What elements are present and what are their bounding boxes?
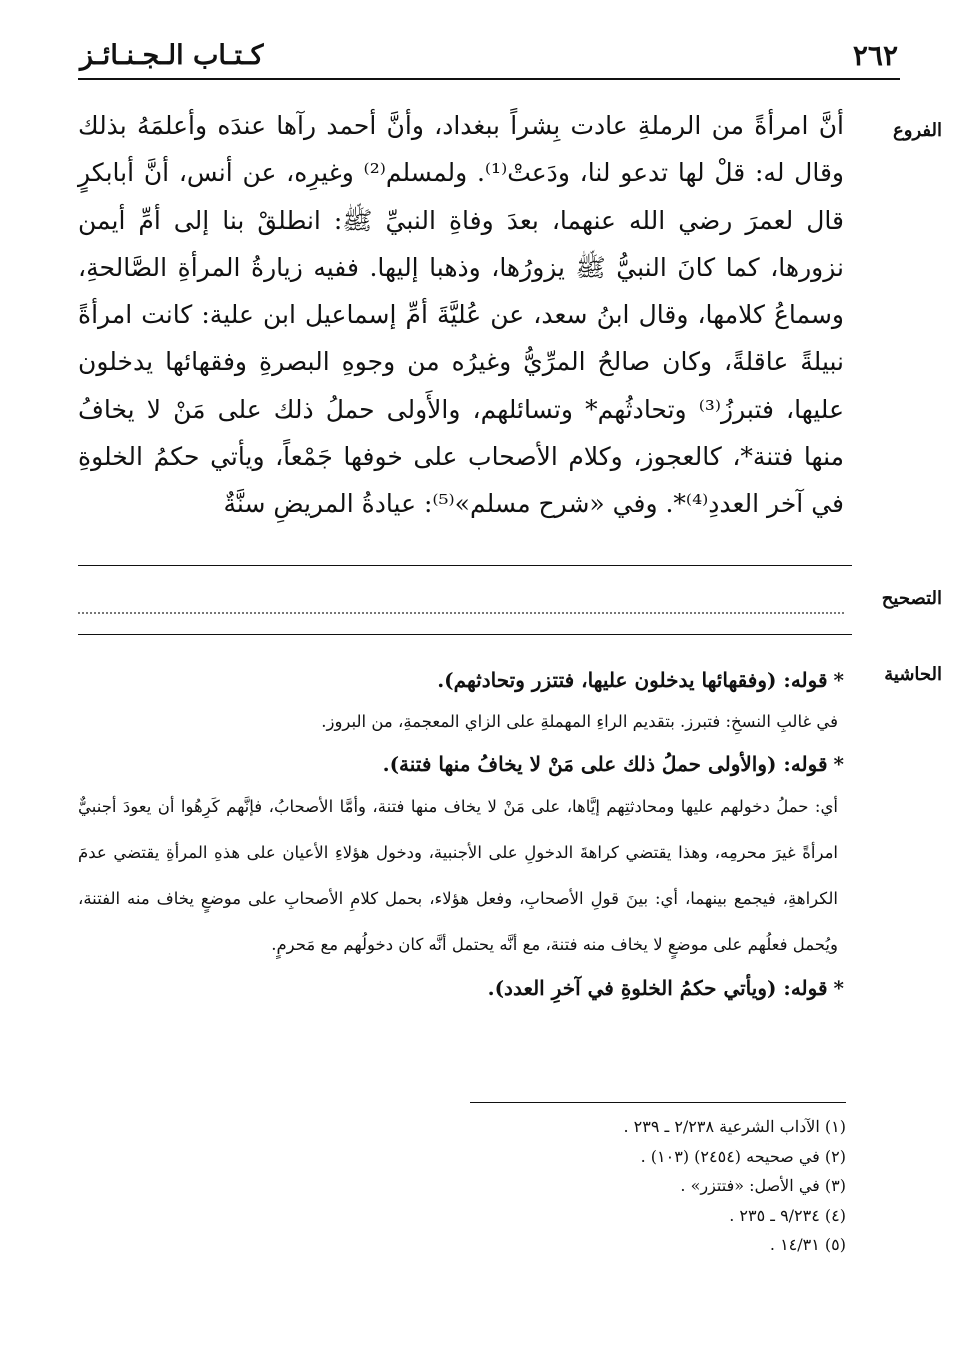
correction-dotted-line xyxy=(78,612,844,614)
commentary-quote-3 xyxy=(78,968,844,1008)
section-label-furu: الفروع xyxy=(893,120,942,141)
footnote-item: (٤) ٩/٢٣٤ ـ ٢٣٥ . xyxy=(729,1205,846,1225)
commentary-quote-2 xyxy=(78,744,844,784)
footnote-item: (٢) في صحيحه (٢٤٥٤) (١٠٣) . xyxy=(640,1146,846,1166)
asterisk-marker: * xyxy=(833,668,844,692)
footnote-divider xyxy=(470,1102,846,1103)
section-label-hashiya: الحاشية xyxy=(884,664,942,685)
section-divider-top xyxy=(78,565,852,566)
section-divider-bottom xyxy=(78,634,852,635)
quote-text: قوله: (ويأتي حكمُ الخلوةِ في آخرِ العدد). xyxy=(487,976,828,1000)
main-text xyxy=(78,102,844,528)
footnote-item: (٣) في الأصل: «فتتزر» . xyxy=(680,1176,846,1195)
page-number: ٢٦٢ xyxy=(852,39,898,72)
hashiya-commentary xyxy=(78,660,844,1008)
main-paragraph: أنَّ امرأةً من الرملةِ عادت بِشراً ببغداد، وأنَّ أحمد رآها عندَه وأعلمَهُ بذلك وقال له: قلْ لها تدعو لنا، ودَعتْ⁽¹⁾. ولمسلم⁽²⁾ وغيرِه، عن أنس، أنَّ أبابكرٍ قال لعمرَ رضي الله عنهما، بعدَ وفاةِ النبيِّ ﷺ: انطلقْ بنا إلى أمِّ أيمن نزورها، كما كانَ النبيُّ ﷺ يزورُها، وذهبا إليها. ففيه زيارةُ المرأةِ الصَّالحةِ، وسماعُ كلامها، وقال ابنُ سعد، عن عُليَّةَ أمِّ إسماعيل ابن علية: كانت امرأةً نبيلةً عاقلةً، وكان صالحُ المرِّيُّ وغيرُه من وجوهِ البصرةِ وفقهائها يدخلون عليها، فتبرزُ⁽³⁾ وتحادثُهم* وتسائلهم، والأَولى حملُ ذلك على مَنْ لا يخافُ منها فتنة*، كالعجوز، وكلام الأصحاب على خوفها جَمْعاً، ويأتي حكمُ الخلوةِ في آخر العددِ⁽⁴⁾*. وفي «شرح مسلم»⁽⁵⁾: عيادةُ المريضِ سنَّةٌ xyxy=(78,111,844,519)
quote-text: قوله: (والأولى حملُ ذلك على مَنْ لا يخافُ منها فتنة). xyxy=(382,752,828,776)
section-label-tashih: التصحيح xyxy=(881,588,942,609)
quote-text: قوله: (وفقهائها يدخلون عليها، فتتزر وتحادثهم). xyxy=(437,668,828,692)
asterisk-marker: * xyxy=(833,752,844,776)
commentary-quote-1 xyxy=(78,660,844,700)
chapter-title: كـتـاب الـجـنـائـز xyxy=(80,40,264,71)
header-divider xyxy=(78,78,900,80)
commentary-note-1: في غالبِ النسخِ: فتبرز. بتقديم الراءِ المهملةِ على الزاي المعجمةِ، من البروز. xyxy=(321,712,838,731)
asterisk-marker: * xyxy=(833,976,844,1000)
footnote-item: (٥) ١٤/٣١ . xyxy=(769,1235,846,1254)
commentary-note-2: أي: حملُ دخولهم عليها ومحادثتِهم إيَّاها، على مَنْ لا يخاف منها فتنة، وأمَّا الأصحابُ، فإنَّهم كَرِهُوا أن يعودَ أجنبيٌّ امرأةً غيرَ محرمِه، وهذا يقتضي كراهةَ الدخولِ على الأجنبية، ودخول هؤلاءِ الأعيان على هذهِ المرأةِ يقتضي عدمَ الكراهةِ، فيجمع بينهما، أي: بينَ قولِ الأصحابِ، وفعل هؤلاء، بحمل كلامِ الأصحابِ على موضعٍ يخاف منه الفتنة، ويُحمل فعلُهم على موضعٍ لا يخاف منه فتنة، مع أنَّه يحتمل أنَّه كان دخولُهم مع مَحرمٍ. xyxy=(78,797,838,954)
footnotes xyxy=(446,1112,846,1260)
footnote-item: (١) الآداب الشرعية ٢/٢٣٨ ـ ٢٣٩ . xyxy=(623,1117,846,1136)
